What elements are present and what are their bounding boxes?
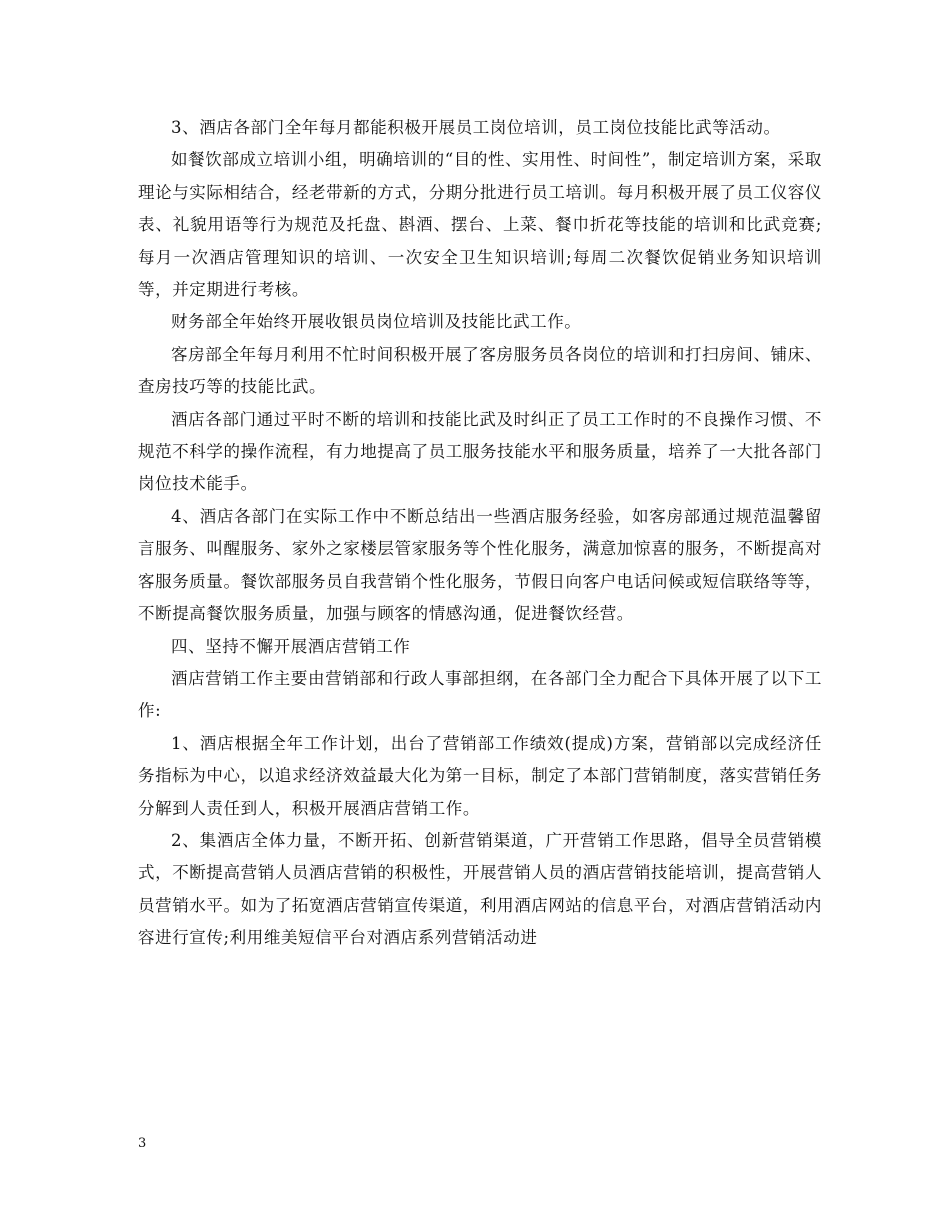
paragraph-service-experience: 4、酒店各部门在实际工作中不断总结出一些酒店服务经验，如客房部通过规范温馨留言服务、叫醒服务、家外之家楼层管家服务等个性化服务，满意加惊喜的服务，不断提高对客服务质量。餐饮部服务员自我营销个性化服务，节假日向客户电话问候或短信联络等等，不断提高餐饮服务质量，加强与顾客的情感沟通，促进餐饮经营。 bbox=[138, 506, 822, 624]
section-heading-marketing: 四、坚持不懈开展酒店营销工作 bbox=[171, 636, 411, 656]
paragraph-staff-training-monthly: 3、酒店各部门全年每月都能积极开展员工岗位培训，员工岗位技能比武等活动。 bbox=[171, 118, 781, 137]
paragraph-marketing-intro: 酒店营销工作主要由营销部和行政人事部担纲，在各部门全力配合下具体开展了以下工作: bbox=[138, 668, 822, 721]
page-number: 3 bbox=[138, 1136, 147, 1151]
paragraph-catering-training: 如餐饮部成立培训小组，明确培训的“目的性、实用性、时间性”，制定培训方案，采取理论与实际相结合，经老带新的方式，分期分批进行员工培训。每月积极开展了员工仪容仪表、礼貌用语等行为规范及托盘、斟酒、摆台、上菜、餐巾折花等技能的培训和比武竞赛;每月一次酒店管理知识的培训、一次安全卫生知识培训;每周二次餐饮促销业务知识培训等，并定期进行考核。 bbox=[138, 150, 822, 300]
paragraph-marketing-plan: 1、酒店根据全年工作计划，出台了营销部工作绩效(提成)方案，营销部以完成经济任务指标为中心，以追求经济效益最大化为第一目标，制定了本部门营销制度，落实营销任务分解到人责任到人，积极开展酒店营销工作。 bbox=[138, 733, 822, 818]
paragraph-marketing-channels: 2、集酒店全体力量，不断开拓、创新营销渠道，广开营销工作思路，倡导全员营销模式，不断提高营销人员酒店营销的积极性，开展营销人员的酒店营销技能培训，提高营销人员营销水平。如为了拓宽酒店营销宣传渠道，利用酒店网站的信息平台，对酒店营销活动内容进行宣传;利用维美短信平台对酒店系列营销活动进 bbox=[138, 830, 822, 948]
page-body bbox=[138, 112, 822, 955]
paragraph-training-results: 酒店各部门通过平时不断的培训和技能比武及时纠正了员工工作时的不良操作习惯、不规范不科学的操作流程，有力地提高了员工服务技能水平和服务质量，培养了一大批各部门岗位技术能手。 bbox=[138, 409, 822, 494]
paragraph-finance-training: 财务部全年始终开展收银员岗位培训及技能比武工作。 bbox=[171, 312, 582, 332]
paragraph-housekeeping-training: 客房部全年每月利用不忙时间积极开展了客房服务员各岗位的培训和打扫房间、铺床、查房技巧等的技能比武。 bbox=[138, 344, 822, 397]
